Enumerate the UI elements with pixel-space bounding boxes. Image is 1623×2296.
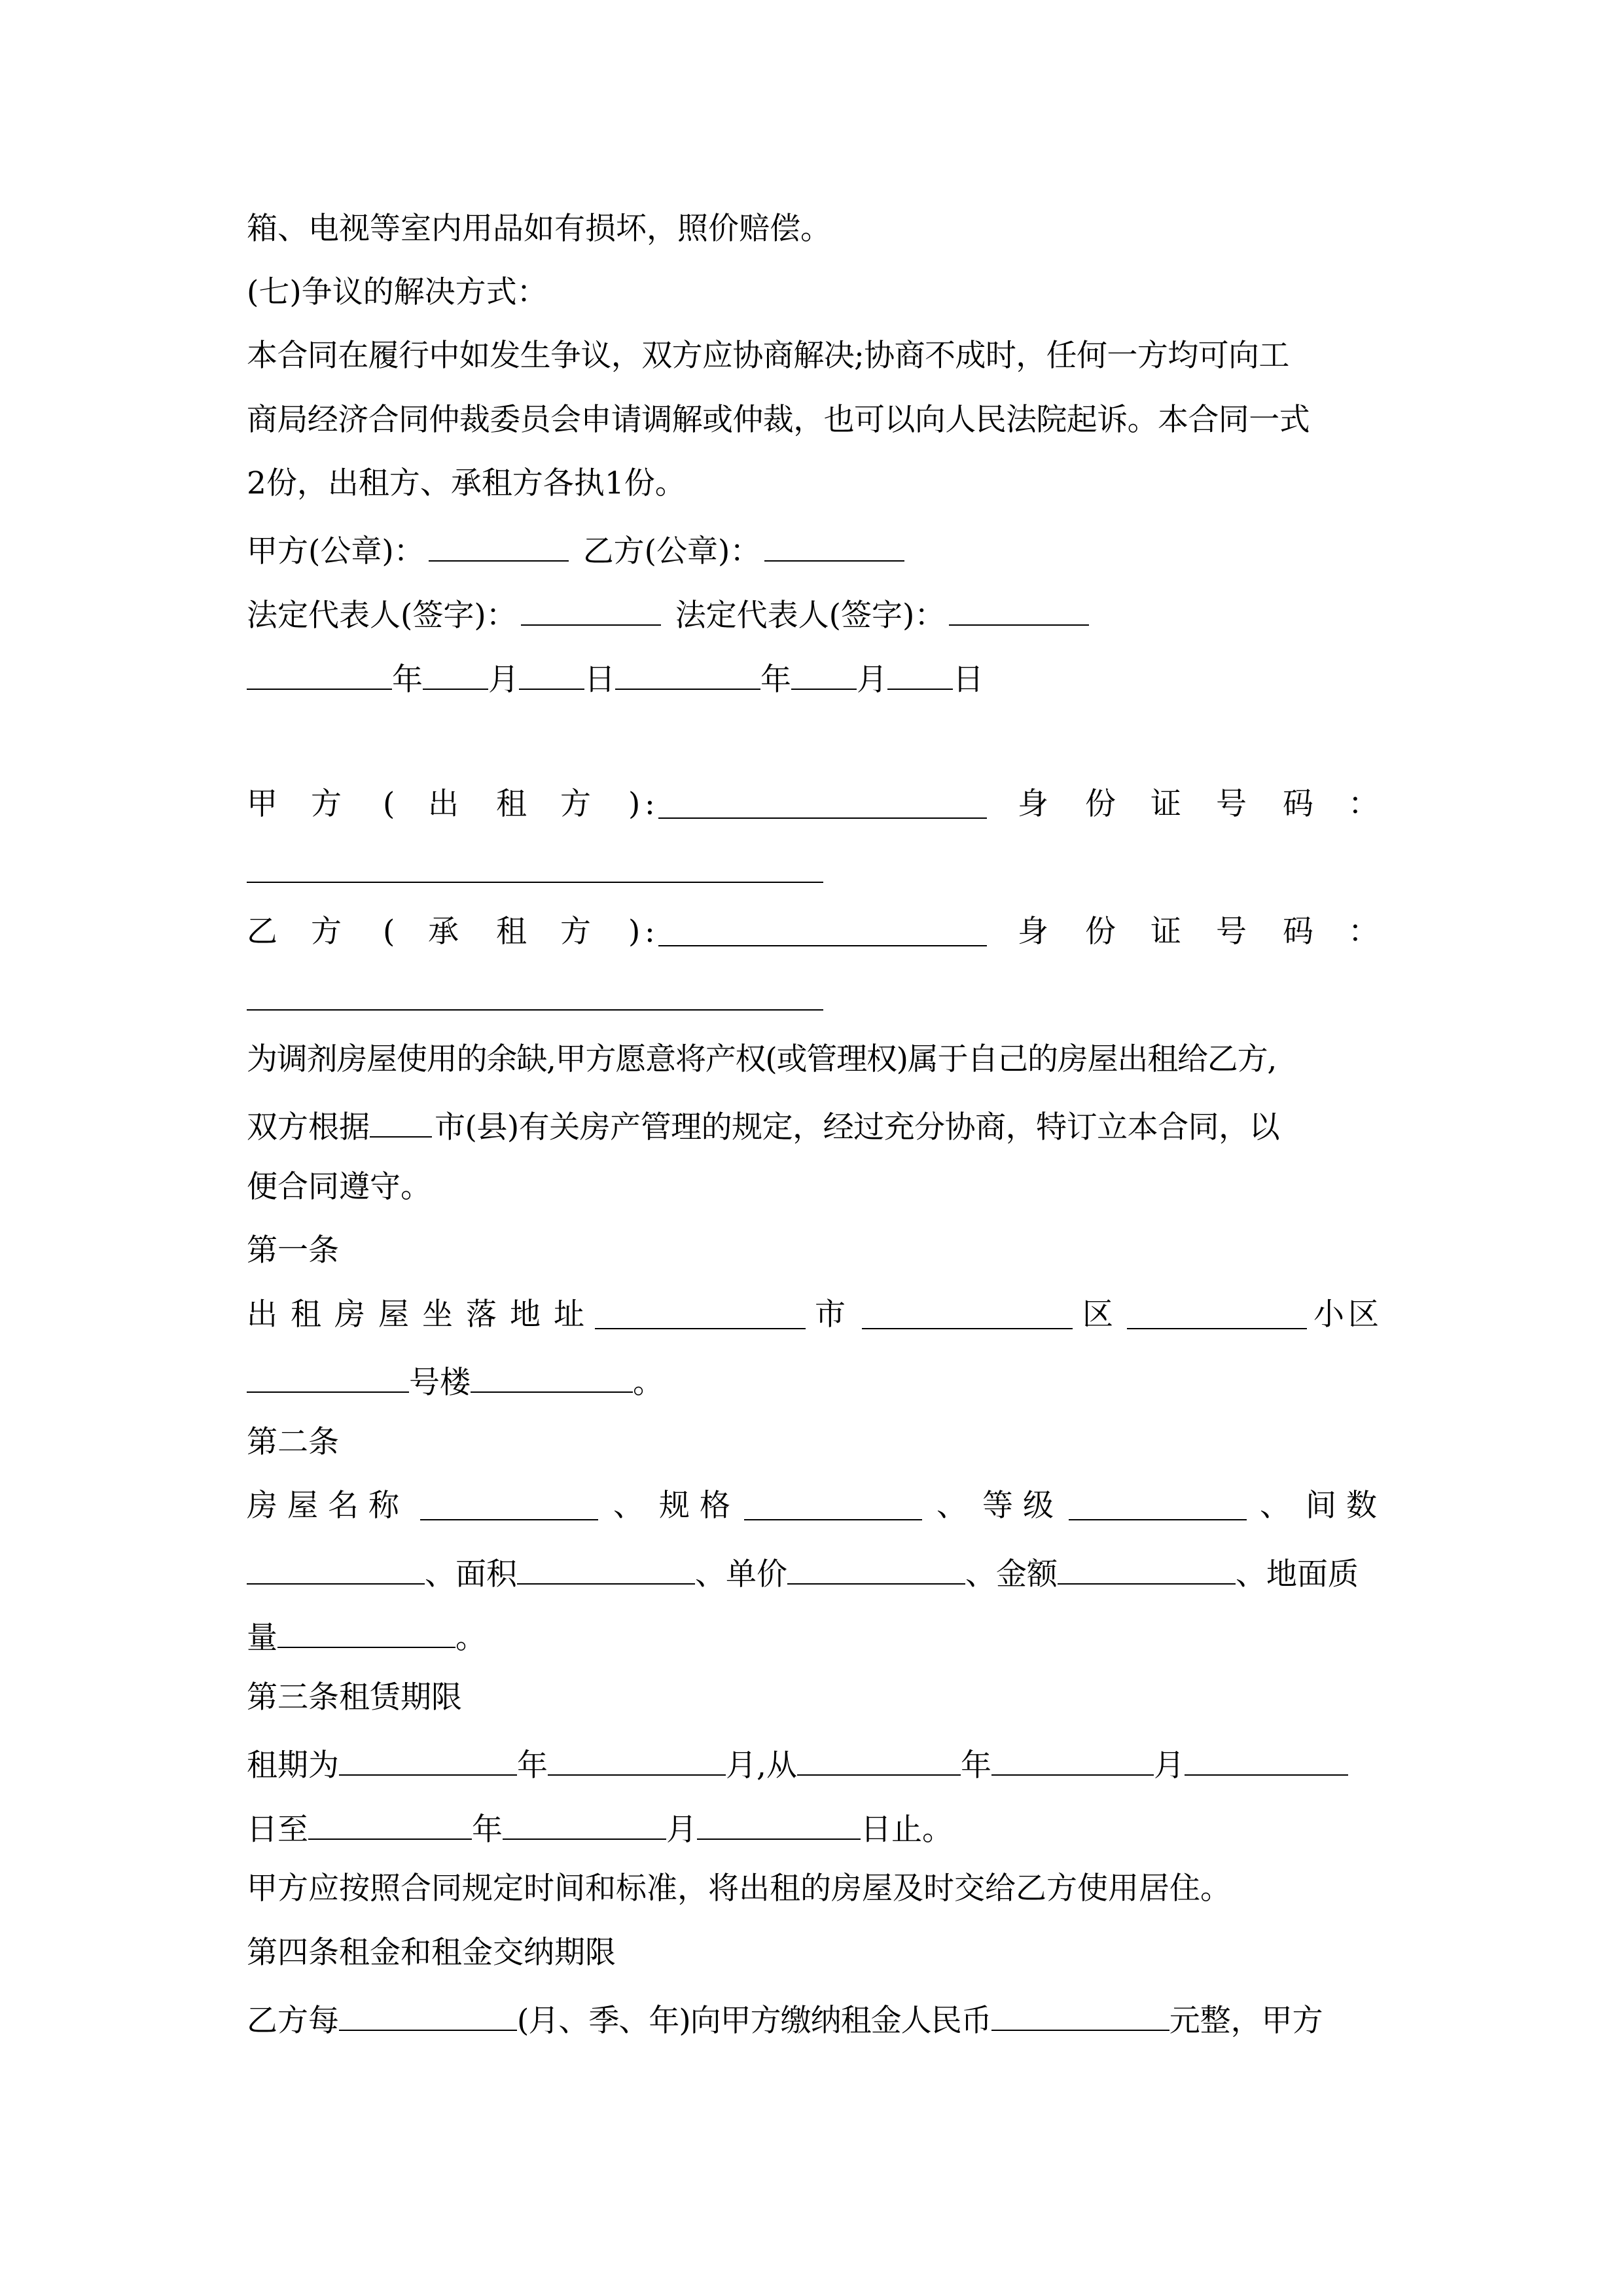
date-day-blank[interactable]	[519, 656, 584, 690]
seal-line	[247, 528, 1376, 567]
address-char: 坐	[422, 1297, 453, 1333]
party-a-name-blank[interactable]	[658, 785, 987, 819]
article-1-address-line	[247, 1295, 1383, 1335]
article-2-line-1	[247, 1486, 1376, 1526]
paragraph-line: 商局经济合同仲裁委员会申请调解或仲裁，也可以向人民法院起诉。本合同一式	[247, 402, 1310, 438]
party-b-id-blank[interactable]	[247, 1009, 823, 1011]
month-from-label: 月,从	[726, 1748, 797, 1784]
party-a-line	[247, 785, 1379, 824]
year-label: 年	[960, 1748, 991, 1784]
id-label-char: ：	[1348, 914, 1379, 950]
paragraph-line: 箱、电视等室内用品如有损坏，照价赔偿。	[247, 211, 831, 247]
address-char: 落	[466, 1297, 497, 1333]
house-name-char: 称	[368, 1488, 399, 1524]
grade-blank[interactable]	[1069, 1486, 1247, 1520]
text-span: 双方根据	[247, 1109, 370, 1145]
district-label: 区	[1082, 1297, 1113, 1333]
year-label: 年	[472, 1812, 503, 1848]
address-city-blank[interactable]	[595, 1295, 806, 1329]
address-community-blank[interactable]	[1127, 1295, 1307, 1329]
article-3-term-line	[247, 1742, 1376, 1784]
end-period: 。	[633, 1365, 664, 1401]
unit-price-label: 、单价	[695, 1556, 787, 1592]
id-label-char: 号	[1216, 786, 1247, 822]
address-char: 地	[510, 1297, 541, 1333]
party-b-char: :	[645, 914, 655, 950]
party-b-rep-blank[interactable]	[949, 592, 1089, 626]
paragraph-line: 本合同在履行中如发生争议，双方应协商解决;协商不成时，任何一方均可向工	[247, 338, 1289, 374]
party-b-char: (	[383, 914, 395, 950]
date-year-label: 年	[392, 662, 423, 698]
community-label: 小区	[1313, 1297, 1383, 1333]
date-line	[247, 656, 1376, 698]
date-month-blank[interactable]	[791, 656, 857, 690]
party-a-char: 租	[496, 786, 527, 822]
term-months-blank[interactable]	[548, 1742, 726, 1776]
signature-line	[247, 592, 1376, 634]
address-char: 屋	[378, 1297, 409, 1333]
separator: 、	[1260, 1488, 1291, 1524]
id-label-char: 身	[1018, 786, 1048, 822]
spec-char: 格	[700, 1488, 730, 1524]
area-label: 、面积	[425, 1556, 517, 1592]
id-label-char: 身	[1018, 914, 1048, 950]
term-label: 租期为	[247, 1748, 339, 1784]
city-blank[interactable]	[370, 1103, 432, 1138]
paragraph-line: 甲方应按照合同规定时间和标准，将出租的房屋及时交给乙方使用居住。	[247, 1871, 1231, 1907]
party-b-char: 方	[311, 914, 342, 950]
unit-price-blank[interactable]	[787, 1551, 965, 1585]
id-label-char: 证	[1150, 914, 1181, 950]
start-day-blank[interactable]	[1185, 1742, 1348, 1776]
party-a-seal-label: 甲方(公章)：	[247, 533, 425, 569]
year-label: 年	[517, 1748, 548, 1784]
article-4-heading: 第四条租金和租金交纳期限	[247, 1935, 616, 1971]
party-a-char: 出	[428, 786, 459, 822]
paragraph-line: 为调剂房屋使用的余缺,甲方愿意将产权(或管理权)属于自己的房屋出租给乙方,	[247, 1041, 1277, 1077]
text-span: 市(县)有关房产管理的规定，经过充分协商，特订立本合同，以	[435, 1109, 1280, 1145]
date-day-label: 日	[584, 662, 615, 698]
party-b-char: )	[628, 914, 641, 950]
date-day-label: 日	[953, 662, 984, 698]
floor-quality-blank[interactable]	[277, 1614, 455, 1648]
id-label-char: ：	[1348, 786, 1379, 822]
end-month-blank[interactable]	[503, 1806, 666, 1840]
paragraph-line: 2份，出租方、承租方各执1份。	[247, 465, 686, 501]
day-to-label: 日至	[247, 1812, 308, 1848]
term-years-blank[interactable]	[339, 1742, 517, 1776]
id-label-char: 码	[1283, 786, 1313, 822]
party-a-char: :	[645, 786, 655, 822]
article-2-line-2	[247, 1551, 1376, 1590]
address-char: 租	[291, 1297, 321, 1333]
start-month-blank[interactable]	[991, 1742, 1154, 1776]
spec-char: 规	[659, 1488, 690, 1524]
party-b-rep-label: 法定代表人(签字)：	[675, 598, 946, 634]
amount-blank[interactable]	[1058, 1551, 1236, 1585]
floor-quality-label-cont: 量	[247, 1620, 277, 1656]
date-year-blank[interactable]	[615, 656, 760, 690]
article-1-heading: 第一条	[247, 1232, 339, 1268]
each-label: 乙方每	[247, 2003, 339, 2039]
spec-blank[interactable]	[744, 1486, 922, 1520]
address-char: 址	[554, 1297, 584, 1333]
address-district-blank[interactable]	[862, 1295, 1073, 1329]
address-char: 出	[247, 1297, 277, 1333]
floor-quality-label: 、地面质	[1236, 1556, 1359, 1592]
party-b-line	[247, 912, 1379, 952]
area-blank[interactable]	[517, 1551, 695, 1585]
article-1-building-line	[247, 1359, 1376, 1401]
date-day-blank[interactable]	[887, 656, 953, 690]
rooms-char: 数	[1346, 1488, 1377, 1524]
house-name-char: 屋	[287, 1488, 318, 1524]
date-month-blank[interactable]	[423, 656, 488, 690]
rent-amount-blank[interactable]	[991, 1997, 1169, 2031]
date-year-label: 年	[760, 662, 791, 698]
party-a-char: (	[383, 786, 395, 822]
paragraph-line	[247, 1103, 1376, 1143]
party-b-char: 乙	[247, 914, 277, 950]
party-a-char: 方	[560, 786, 591, 822]
party-b-name-blank[interactable]	[658, 912, 987, 946]
start-year-blank[interactable]	[797, 1742, 961, 1776]
end-period: 。	[455, 1620, 486, 1656]
address-char: 房	[334, 1297, 365, 1333]
end-day-blank[interactable]	[697, 1806, 861, 1840]
party-a-seal-blank[interactable]	[429, 528, 569, 562]
party-a-char: 甲	[247, 786, 277, 822]
grade-char: 等	[982, 1488, 1013, 1524]
month-label: 月	[666, 1812, 697, 1848]
id-label-char: 码	[1283, 914, 1313, 950]
rooms-char: 间	[1306, 1488, 1336, 1524]
end-year-blank[interactable]	[308, 1806, 472, 1840]
house-name-char: 房	[247, 1488, 277, 1524]
city-label: 市	[815, 1297, 846, 1333]
party-b-char: 方	[560, 914, 591, 950]
amount-label: 、金额	[965, 1556, 1058, 1592]
month-label: 月	[1153, 1748, 1185, 1784]
house-name-blank[interactable]	[420, 1486, 598, 1520]
paragraph-line: 便合同遵守。	[247, 1169, 431, 1205]
article-4-rent-line	[247, 1997, 1376, 2039]
article-3-end-line	[247, 1806, 1376, 1848]
date-month-label: 月	[857, 662, 887, 698]
unit-blank[interactable]	[471, 1359, 633, 1393]
party-a-rep-label: 法定代表人(签字)：	[247, 598, 517, 634]
party-a-id-blank[interactable]	[247, 882, 823, 883]
payment-period-blank[interactable]	[339, 1997, 517, 2031]
day-end-label: 日止。	[861, 1812, 953, 1848]
party-a-rep-blank[interactable]	[521, 592, 661, 626]
separator: 、	[613, 1488, 644, 1524]
date-year-blank[interactable]	[247, 656, 392, 690]
period-label: (月、季、年)向甲方缴纳租金人民币	[517, 2003, 991, 2039]
article-2-heading: 第二条	[247, 1424, 339, 1460]
id-label-char: 号	[1216, 914, 1247, 950]
house-name-char: 名	[328, 1488, 359, 1524]
separator: 、	[936, 1488, 967, 1524]
party-b-seal-blank[interactable]	[764, 528, 904, 562]
yuan-label: 元整，甲方	[1169, 2003, 1323, 2039]
id-label-char: 份	[1085, 786, 1116, 822]
party-b-seal-label: 乙方(公章)：	[582, 533, 761, 569]
id-label-char: 份	[1085, 914, 1116, 950]
party-a-char: 方	[311, 786, 342, 822]
section-heading-dispute: (七)争议的解决方式：	[247, 274, 548, 310]
building-label: 号楼	[409, 1365, 471, 1401]
building-number-blank[interactable]	[247, 1359, 409, 1393]
article-2-line-3	[247, 1614, 1376, 1656]
party-b-char: 租	[496, 914, 527, 950]
id-label-char: 证	[1150, 786, 1181, 822]
party-a-char: )	[628, 786, 641, 822]
rooms-blank[interactable]	[247, 1551, 425, 1585]
article-3-heading: 第三条租赁期限	[247, 1679, 462, 1715]
grade-char: 级	[1023, 1488, 1054, 1524]
date-month-label: 月	[488, 662, 519, 698]
party-b-char: 承	[428, 914, 459, 950]
